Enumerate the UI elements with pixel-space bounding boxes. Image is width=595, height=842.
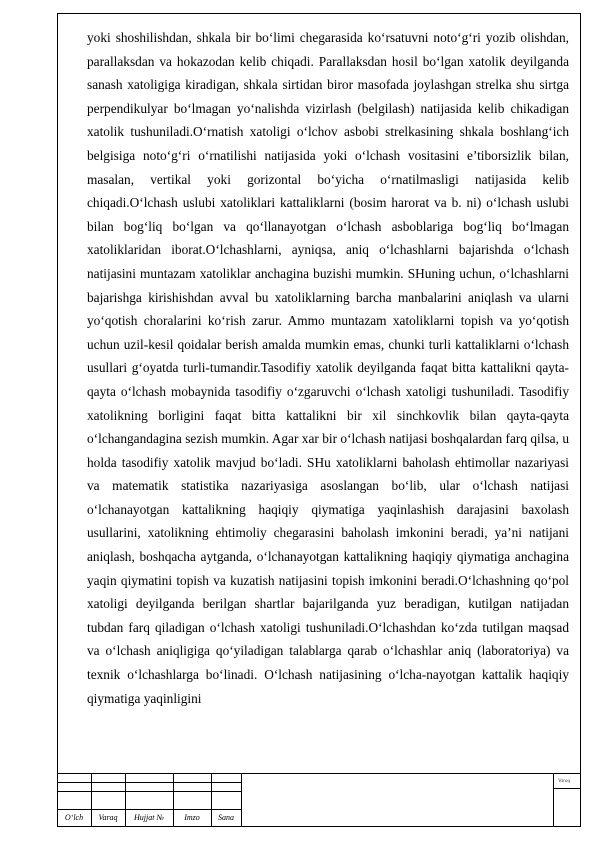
stamp-col-line-5	[241, 773, 242, 827]
title-block-stamp	[57, 773, 581, 827]
stamp-col-line-6	[553, 773, 554, 827]
stamp-label-varaq: Varaq	[98, 813, 118, 822]
stamp-label-olch: O‘lch	[64, 813, 84, 822]
stamp-row-line-2	[57, 791, 241, 792]
stamp-row-line-3	[57, 809, 241, 810]
stamp-row-line-1	[57, 782, 241, 783]
stamp-label-sana: Sana	[218, 813, 234, 822]
body-paragraph: yoki shoshilishdan, shkala bir bo‘limi chegarasida ko‘rsatuvni noto‘g‘ri yozib olishdan, parallaksdan va hokazodan kelib chiqadi. Parallaksdan hosil bo‘lgan xatolik deyilganda sanash xatoligiga kiradigan, shkala sirtidan biror masofada joylashgan strelka shu sirtga perpendikulyar bo‘lmagan yo‘nalishda vizirlash (belgilash) natijasida kelib chikadigan xatolik tushuniladi.O‘rnatish xatoligi o‘lchov asbobi strelkasining shkala boshlang‘ich belgisiga noto‘g‘ri o‘rnatilishi natijasida yoki o‘lchash vositasini e’tiborsizlik bilan, masalan, vertikal yoki gorizontal bo‘yicha o‘rnatilmasligi natijasida kelib chiqadi.O‘lchash uslubi xatoliklari kattaliklarni (bosim harorat va b. ni) o‘lchash uslubi bilan bog‘liq bo‘lgan va qo‘llanayotgan o‘lchash asboblariga bog‘liq bo‘lmagan xatoliklaridan iborat.O‘lchashlarni, ayniqsa, aniq o‘lchashlarni bajarishda o‘lchash natijasini muntazam xatoliklar anchagina buzishi mumkin. SHuning uchun, o‘lchashlarni bajarishga kirishishdan avval bu xatoliklarning barcha manbalarini aniqlash va ularni yo‘qotish choralarini ko‘rish zarur. Ammo muntazam xatoliklarni topish va yo‘qotish uchun uzil-kesil qoidalar berish amalda mumkin emas, chunki turli kattaliklarni o‘lchash usullari g‘oyatda turli-tumandir.Tasodifiy xatolik deyilganda faqat bitta kattalikni qayta-qayta o‘lchash mobaynida tasodifiy o‘zgaruvchi o‘lchash xatoligi tushuniladi. Tasodifiy xatolikning borligini faqat bitta kattalikni bir xil sinchkovlik bilan qayta-qayta o‘lchangandagina sezish mumkin. Agar xar bir o‘lchash natijasi boshqalardan farq qilsa, u holda tasodifiy xatolik mavjud bo‘ladi. SHu xatoliklarni baholash ehtimollar nazariyasi va matematik statistika nazariyasiga asoslangan bo‘lib, ular o‘lchash natijasi o‘lchanayotgan kattalikning haqiqiy qiymatiga yaqinlashish darajasini baxolash usullarini, xatolikning ehtimoliy chegarasini baholash imkonini beradi, ya’ni natijani aniqlash, boshqacha aytganda, o‘lchanayotgan kattalikning haqiqiy qiymatiga anchagina yaqin qiymatini topish va kuzatish natijasini topish imkonini beradi.O‘lchashning qo‘pol xatoligi deyilganda berilgan shartlar bajarilganda yuz beradigan, kutilgan natijadan tubdan farq qiladigan o‘lchash xatoligi tushuniladi.O‘lchashdan ko‘zda tutilgan maqsad va o‘lchash aniqligiga qo‘yiladigan talablarga qarab o‘lchashlar aniq (laboratoriya) va texnik o‘lchashlarga bo‘linadi. O‘lchash natijasining o‘lcha-nayotgan kattalik haqiqiy qiymatiga yaqinligini	[87, 30, 569, 706]
stamp-label-imzo: Imzo	[184, 813, 200, 822]
stamp-top-border	[57, 773, 581, 774]
stamp-label-hujjat: Hujjat №	[134, 813, 164, 822]
document-body	[87, 26, 569, 710]
stamp-sheet-label: Varaq	[558, 779, 570, 784]
stamp-sheet-line	[553, 788, 581, 789]
